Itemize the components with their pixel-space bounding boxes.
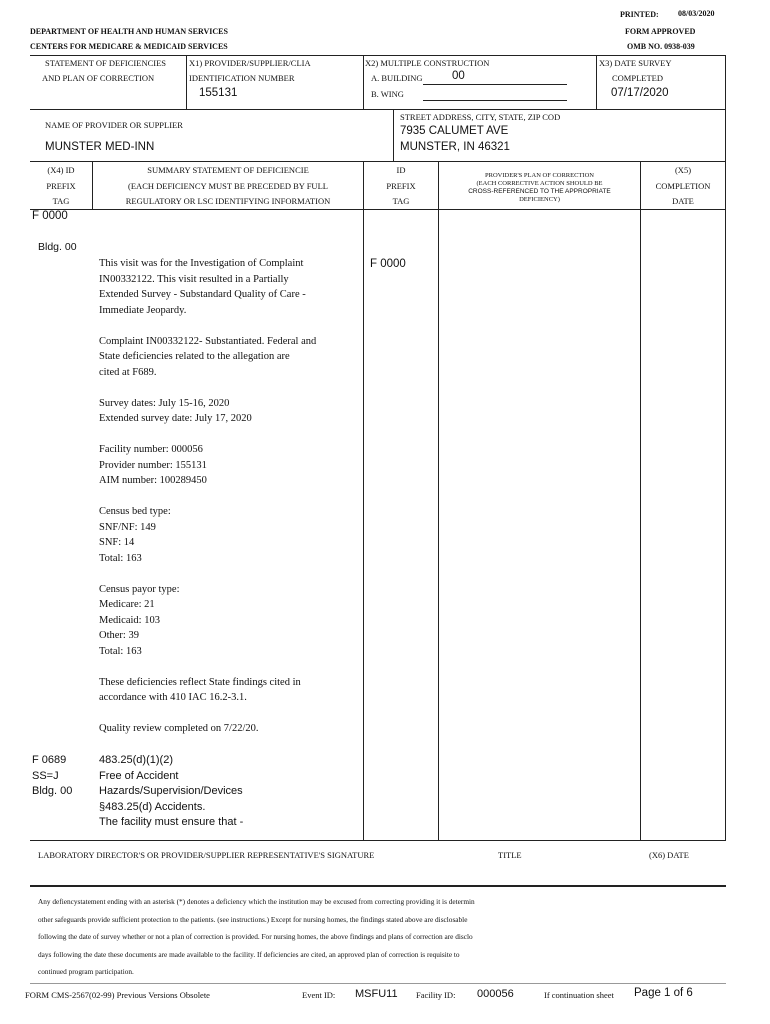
id-prefix-tag-f0000: F 0000 [370,258,406,270]
regulation-line: §483.25(d) Accidents. [99,800,206,813]
provider-id-value: 155131 [199,87,238,99]
id-header-3: TAG [392,196,410,206]
x1-label-1: X1) PROVIDER/SUPPLIER/CLIA [189,58,311,68]
form-approved: FORM APPROVED [625,27,696,36]
summary-header-3: REGULATORY OR LSC IDENTIFYING INFORMATION [125,196,331,206]
disclaimer-line: following the date of survey whether or not a plan of correction is provided. For nursing homes, the above findings and plans of correction are disclo [38,932,473,941]
id-header-1: ID [396,165,406,175]
table-bottom-border [30,840,726,841]
event-id-label: Event ID: [302,990,336,1000]
prefix-tag-f0000: F 0000 [32,210,68,222]
event-id-value: MSFU11 [355,988,398,1000]
survey-date-value: 07/17/2020 [611,87,669,99]
id-header-2: PREFIX [386,181,416,191]
x5-header-3: DATE [672,196,694,206]
wing-underline [423,100,567,101]
signature-label: LABORATORY DIRECTOR'S OR PROVIDER/SUPPLIER REPRESENTATIVE'S SIGNATURE [38,850,375,860]
col-divider [363,161,364,840]
disclaimer-line: other safeguards provide sufficient protection to the patients. (see instructions.) Except for nursing homes, the findings stated above are disclosable [38,914,468,924]
title-label: TITLE [498,850,522,860]
regulation-line: The facility must ensure that - [99,816,244,828]
plan-header-2: (EACH CORRECTIVE ACTION SHOULD BE [476,180,603,187]
regulation-text [99,753,243,831]
x5-header-2: COMPLETION [655,181,711,191]
x4-header-2: PREFIX [46,181,76,191]
disclaimer-line: days following the date these documents are made available to the facility. If deficiencies are cited, an approved plan of correction is requisite to [38,949,460,959]
plan-header-1: PROVIDER'S PLAN OF CORRECTION [485,172,594,179]
date-label: (X6) DATE [649,850,689,860]
x4-header-3: TAG [52,196,70,206]
row-divider [30,209,726,210]
col-divider [363,55,364,109]
continuation-label: If continuation sheet [544,990,614,1000]
centers-title: CENTERS FOR MEDICARE & MEDICAID SERVICES [30,42,228,51]
prefix-tag-f0689: F 0689 [32,754,67,766]
building-label: A. BUILDING [371,73,423,83]
building-tag: Bldg. 00 [38,241,77,253]
statement-label-2: AND PLAN OF CORRECTION [42,73,155,83]
facility-id-value: 000056 [477,988,514,1000]
x5-header-1: (X5) [674,165,692,175]
row-divider [30,161,726,162]
footer-divider [30,983,726,984]
regulation-line: Free of Accident [99,769,179,782]
summary-paragraph: This visit was for the Investigation of Complaint IN00332122. This visit resulted in a Partially Extended Survey - Substandard Quality of Care - Immediate Jeopardy. [99,258,306,316]
building-underline [423,84,567,85]
printed-label: PRINTED: [620,10,659,19]
building-value: 00 [452,70,465,82]
summary-paragraph: Census bed type: SNF/NF: 149 SNF: 14 Total: 163 [99,506,171,564]
statement-label-1: STATEMENT OF DEFICIENCIES [45,58,167,68]
summary-header-1: SUMMARY STATEMENT OF DEFICIENCIE [147,165,309,175]
col-divider [438,161,439,840]
address-line-2: MUNSTER, IN 46321 [400,141,510,153]
disclaimer-line: Any defiencystatement ending with an asterisk (*) denotes a deficiency which the institution may be excused from correcting providing it is determin [38,897,475,906]
wing-label: B. WING [371,89,404,99]
plan-header-3: CROSS-REFERENCED TO THE APPROPRIATE [468,188,611,195]
x2-label: X2) MULTIPLE CONSTRUCTION [365,58,490,68]
col-divider [596,55,597,109]
summary-paragraph: Facility number: 000056 Provider number: 155131 AIM number: 100289450 [99,444,207,486]
page-number: Page 1 of 6 [634,987,693,999]
top-box-border [30,55,726,56]
scope-severity: SS=J [32,769,59,782]
regulation-citation: 483.25(d)(1)(2) [99,754,173,766]
summary-header-2: (EACH DEFICIENCY MUST BE PRECEDED BY FULL [128,181,328,191]
x3-label-2: COMPLETED [612,73,663,83]
summary-paragraph: Census payor type: Medicare: 21 Medicaid: 103 Other: 39 Total: 163 [99,583,180,657]
summary-statement [99,256,361,752]
department-title: DEPARTMENT OF HEALTH AND HUMAN SERVICES [30,27,228,36]
summary-paragraph: These deficiencies reflect State findings cited in accordance with 410 IAC 16.2-3.1. [99,676,301,703]
plan-header-4: DEFICIENCY) [519,196,560,203]
row-divider [30,109,726,110]
address-label: STREET ADDRESS, CITY, STATE, ZIP COD [400,112,561,122]
right-border [725,55,726,840]
printed-date: 08/03/2020 [678,9,715,18]
building-tag: Bldg. 00 [32,785,73,797]
provider-name-label: NAME OF PROVIDER OR SUPPLIER [45,120,183,130]
summary-paragraph: Survey dates: July 15-16, 2020 Extended survey date: July 17, 2020 [99,397,252,424]
x4-header-1: (X4) ID [47,165,75,175]
provider-name-value: MUNSTER MED-INN [45,141,155,153]
facility-id-label: Facility ID: [416,990,456,1000]
col-divider [186,55,187,109]
signature-divider [30,885,726,887]
prefix-tag-f0689-block [32,753,72,800]
form-number: FORM CMS-2567(02-99) Previous Versions Obsolete [25,990,210,1000]
col-divider [393,109,394,161]
x1-label-2: IDENTIFICATION NUMBER [189,73,295,83]
col-divider [640,161,641,840]
x3-label-1: X3) DATE SURVEY [599,58,672,68]
regulation-line: Hazards/Supervision/Devices [99,785,243,797]
summary-paragraph: Quality review completed on 7/22/20. [99,723,259,734]
summary-paragraph: Complaint IN00332122- Substantiated. Federal and State deficiencies related to the allegation are cited at F689. [99,335,317,378]
address-line-1: 7935 CALUMET AVE [400,125,509,137]
disclaimer-line: continued program participation. [38,967,134,976]
disclaimer [38,893,475,981]
omb-number: OMB NO. 0938-039 [627,42,695,51]
